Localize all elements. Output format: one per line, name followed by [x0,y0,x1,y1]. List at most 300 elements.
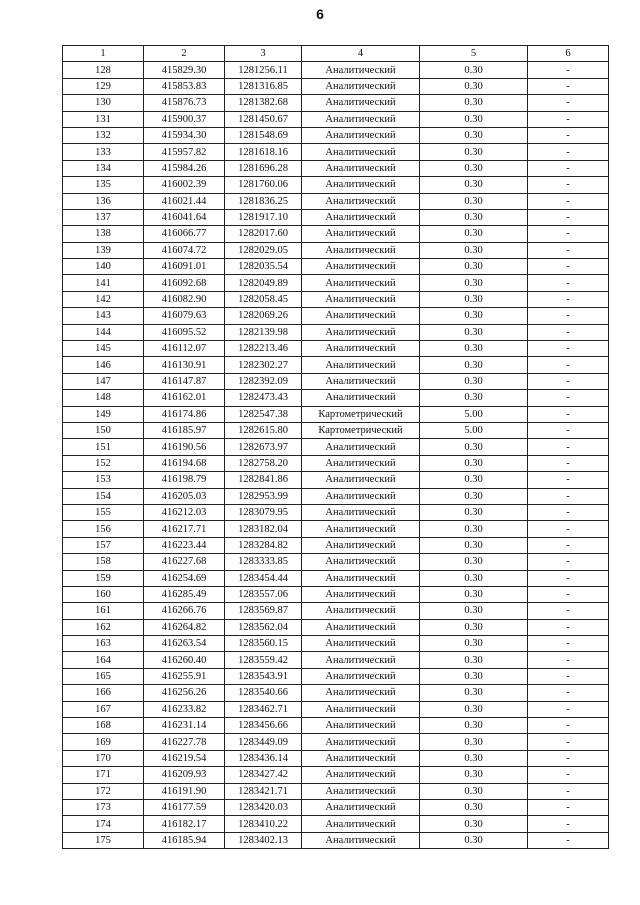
y-coordinate-cell: 1282302.27 [225,357,302,373]
y-coordinate-cell: 1282029.05 [225,242,302,258]
point-number-cell: 130 [63,95,144,111]
point-number-cell: 141 [63,275,144,291]
method-cell: Аналитический [302,177,420,193]
accuracy-cell: 0.30 [420,259,528,275]
accuracy-cell: 0.30 [420,668,528,684]
table-row [63,521,609,537]
table-row [63,390,609,406]
method-cell: Аналитический [302,439,420,455]
point-number-cell: 175 [63,832,144,848]
point-number-cell: 157 [63,537,144,553]
method-cell: Аналитический [302,750,420,766]
note-cell: - [528,373,609,389]
accuracy-cell: 0.30 [420,160,528,176]
table-row [63,242,609,258]
accuracy-cell: 0.30 [420,111,528,127]
y-coordinate-cell: 1281618.16 [225,144,302,160]
method-cell: Аналитический [302,734,420,750]
table-row [63,636,609,652]
note-cell: - [528,619,609,635]
point-number-cell: 167 [63,701,144,717]
accuracy-cell: 0.30 [420,226,528,242]
x-coordinate-cell: 416074.72 [144,242,225,258]
table-row [63,95,609,111]
table-row [63,504,609,520]
x-coordinate-cell: 416198.79 [144,472,225,488]
column-header: 3 [225,46,302,62]
accuracy-cell: 0.30 [420,767,528,783]
method-cell: Аналитический [302,242,420,258]
note-cell: - [528,504,609,520]
x-coordinate-cell: 416182.17 [144,816,225,832]
y-coordinate-cell: 1283402.13 [225,832,302,848]
method-cell: Аналитический [302,193,420,209]
y-coordinate-cell: 1283454.44 [225,570,302,586]
y-coordinate-cell: 1282547.38 [225,406,302,422]
method-cell: Аналитический [302,652,420,668]
accuracy-cell: 0.30 [420,291,528,307]
method-cell: Аналитический [302,718,420,734]
x-coordinate-cell: 416079.63 [144,308,225,324]
point-number-cell: 149 [63,406,144,422]
x-coordinate-cell: 415829.30 [144,62,225,78]
x-coordinate-cell: 415957.82 [144,144,225,160]
point-number-cell: 136 [63,193,144,209]
column-header: 6 [528,46,609,62]
accuracy-cell: 0.30 [420,95,528,111]
x-coordinate-cell: 416263.54 [144,636,225,652]
point-number-cell: 134 [63,160,144,176]
x-coordinate-cell: 416223.44 [144,537,225,553]
note-cell: - [528,341,609,357]
point-number-cell: 158 [63,554,144,570]
x-coordinate-cell: 416264.82 [144,619,225,635]
table-row [63,275,609,291]
table-row [63,586,609,602]
point-number-cell: 138 [63,226,144,242]
x-coordinate-cell: 416217.71 [144,521,225,537]
point-number-cell: 144 [63,324,144,340]
table-row [63,324,609,340]
table-row [63,291,609,307]
note-cell: - [528,799,609,815]
method-cell: Аналитический [302,504,420,520]
accuracy-cell: 0.30 [420,127,528,143]
method-cell: Аналитический [302,668,420,684]
note-cell: - [528,111,609,127]
method-cell: Аналитический [302,636,420,652]
method-cell: Аналитический [302,308,420,324]
accuracy-cell: 0.30 [420,799,528,815]
x-coordinate-cell: 416147.87 [144,373,225,389]
table-row [63,357,609,373]
x-coordinate-cell: 416219.54 [144,750,225,766]
x-coordinate-cell: 416082.90 [144,291,225,307]
point-number-cell: 172 [63,783,144,799]
note-cell: - [528,275,609,291]
table-row [63,767,609,783]
table-row [63,259,609,275]
point-number-cell: 164 [63,652,144,668]
note-cell: - [528,521,609,537]
table-row [63,816,609,832]
y-coordinate-cell: 1282953.99 [225,488,302,504]
note-cell: - [528,390,609,406]
x-coordinate-cell: 415984.26 [144,160,225,176]
note-cell: - [528,177,609,193]
table-row [63,537,609,553]
point-number-cell: 137 [63,209,144,225]
x-coordinate-cell: 416255.91 [144,668,225,684]
x-coordinate-cell: 416233.82 [144,701,225,717]
note-cell: - [528,324,609,340]
y-coordinate-cell: 1281450.67 [225,111,302,127]
accuracy-cell: 0.30 [420,439,528,455]
x-coordinate-cell: 415934.30 [144,127,225,143]
note-cell: - [528,701,609,717]
x-coordinate-cell: 416209.93 [144,767,225,783]
coordinates-table [62,45,609,849]
method-cell: Аналитический [302,521,420,537]
accuracy-cell: 0.30 [420,783,528,799]
table-body [63,62,609,849]
table-row [63,750,609,766]
column-header: 5 [420,46,528,62]
accuracy-cell: 0.30 [420,209,528,225]
note-cell: - [528,603,609,619]
table-row [63,127,609,143]
note-cell: - [528,537,609,553]
accuracy-cell: 0.30 [420,586,528,602]
method-cell: Аналитический [302,570,420,586]
method-cell: Аналитический [302,160,420,176]
table-row [63,226,609,242]
table-row [63,685,609,701]
note-cell: - [528,242,609,258]
y-coordinate-cell: 1282017.60 [225,226,302,242]
x-coordinate-cell: 415876.73 [144,95,225,111]
table-row [63,308,609,324]
y-coordinate-cell: 1281917.10 [225,209,302,225]
y-coordinate-cell: 1282615.80 [225,422,302,438]
accuracy-cell: 0.30 [420,537,528,553]
accuracy-cell: 0.30 [420,521,528,537]
accuracy-cell: 0.30 [420,685,528,701]
note-cell: - [528,226,609,242]
table-row [63,422,609,438]
y-coordinate-cell: 1283449.09 [225,734,302,750]
note-cell: - [528,308,609,324]
table-row [63,62,609,78]
point-number-cell: 171 [63,767,144,783]
point-number-cell: 143 [63,308,144,324]
y-coordinate-cell: 1281696.28 [225,160,302,176]
table-header-row [63,46,609,62]
point-number-cell: 142 [63,291,144,307]
table-row [63,472,609,488]
point-number-cell: 152 [63,455,144,471]
method-cell: Аналитический [302,226,420,242]
point-number-cell: 145 [63,341,144,357]
y-coordinate-cell: 1281760.06 [225,177,302,193]
method-cell: Аналитический [302,537,420,553]
method-cell: Аналитический [302,144,420,160]
method-cell: Аналитический [302,357,420,373]
accuracy-cell: 0.30 [420,242,528,258]
table-row [63,78,609,94]
table-row [63,554,609,570]
point-number-cell: 147 [63,373,144,389]
method-cell: Аналитический [302,62,420,78]
note-cell: - [528,586,609,602]
table-row [63,193,609,209]
method-cell: Аналитический [302,701,420,717]
method-cell: Аналитический [302,488,420,504]
method-cell: Аналитический [302,816,420,832]
note-cell: - [528,832,609,848]
note-cell: - [528,554,609,570]
note-cell: - [528,718,609,734]
table-row [63,177,609,193]
note-cell: - [528,406,609,422]
accuracy-cell: 0.30 [420,390,528,406]
y-coordinate-cell: 1283079.95 [225,504,302,520]
method-cell: Аналитический [302,127,420,143]
point-number-cell: 153 [63,472,144,488]
table-row [63,619,609,635]
method-cell: Аналитический [302,291,420,307]
method-cell: Аналитический [302,832,420,848]
y-coordinate-cell: 1283427.42 [225,767,302,783]
accuracy-cell: 0.30 [420,144,528,160]
method-cell: Аналитический [302,554,420,570]
table-row [63,111,609,127]
point-number-cell: 165 [63,668,144,684]
y-coordinate-cell: 1283421.71 [225,783,302,799]
y-coordinate-cell: 1283540.66 [225,685,302,701]
note-cell: - [528,652,609,668]
table-row [63,341,609,357]
point-number-cell: 173 [63,799,144,815]
x-coordinate-cell: 416162.01 [144,390,225,406]
y-coordinate-cell: 1283557.06 [225,586,302,602]
y-coordinate-cell: 1283182.04 [225,521,302,537]
method-cell: Аналитический [302,455,420,471]
x-coordinate-cell: 416002.39 [144,177,225,193]
table-row [63,603,609,619]
accuracy-cell: 0.30 [420,324,528,340]
accuracy-cell: 0.30 [420,455,528,471]
note-cell: - [528,357,609,373]
method-cell: Аналитический [302,390,420,406]
table-row [63,570,609,586]
note-cell: - [528,455,609,471]
point-number-cell: 135 [63,177,144,193]
y-coordinate-cell: 1283562.04 [225,619,302,635]
point-number-cell: 148 [63,390,144,406]
accuracy-cell: 0.30 [420,701,528,717]
y-coordinate-cell: 1282841.86 [225,472,302,488]
x-coordinate-cell: 416185.94 [144,832,225,848]
accuracy-cell: 0.30 [420,373,528,389]
point-number-cell: 169 [63,734,144,750]
y-coordinate-cell: 1282758.20 [225,455,302,471]
note-cell: - [528,668,609,684]
accuracy-cell: 0.30 [420,636,528,652]
note-cell: - [528,62,609,78]
accuracy-cell: 0.30 [420,308,528,324]
point-number-cell: 132 [63,127,144,143]
point-number-cell: 140 [63,259,144,275]
accuracy-cell: 0.30 [420,177,528,193]
accuracy-cell: 0.30 [420,570,528,586]
note-cell: - [528,259,609,275]
note-cell: - [528,439,609,455]
method-cell: Аналитический [302,275,420,291]
method-cell: Аналитический [302,472,420,488]
y-coordinate-cell: 1282035.54 [225,259,302,275]
table-row [63,455,609,471]
x-coordinate-cell: 416130.91 [144,357,225,373]
y-coordinate-cell: 1283560.15 [225,636,302,652]
accuracy-cell: 0.30 [420,275,528,291]
point-number-cell: 161 [63,603,144,619]
accuracy-cell: 0.30 [420,718,528,734]
column-header: 2 [144,46,225,62]
accuracy-cell: 5.00 [420,422,528,438]
point-number-cell: 146 [63,357,144,373]
point-number-cell: 128 [63,62,144,78]
note-cell: - [528,488,609,504]
x-coordinate-cell: 416266.76 [144,603,225,619]
table-row [63,783,609,799]
note-cell: - [528,734,609,750]
y-coordinate-cell: 1281548.69 [225,127,302,143]
y-coordinate-cell: 1282392.09 [225,373,302,389]
note-cell: - [528,767,609,783]
point-number-cell: 129 [63,78,144,94]
column-header: 4 [302,46,420,62]
note-cell: - [528,750,609,766]
point-number-cell: 170 [63,750,144,766]
y-coordinate-cell: 1281256.11 [225,62,302,78]
note-cell: - [528,472,609,488]
point-number-cell: 139 [63,242,144,258]
y-coordinate-cell: 1283333.85 [225,554,302,570]
method-cell: Аналитический [302,341,420,357]
note-cell: - [528,570,609,586]
method-cell: Аналитический [302,685,420,701]
table-row [63,734,609,750]
y-coordinate-cell: 1282213.46 [225,341,302,357]
accuracy-cell: 0.30 [420,603,528,619]
point-number-cell: 160 [63,586,144,602]
method-cell: Аналитический [302,799,420,815]
method-cell: Аналитический [302,373,420,389]
point-number-cell: 151 [63,439,144,455]
point-number-cell: 131 [63,111,144,127]
note-cell: - [528,291,609,307]
point-number-cell: 162 [63,619,144,635]
point-number-cell: 155 [63,504,144,520]
note-cell: - [528,422,609,438]
table-row [63,799,609,815]
x-coordinate-cell: 416092.68 [144,275,225,291]
method-cell: Аналитический [302,783,420,799]
y-coordinate-cell: 1283543.91 [225,668,302,684]
table-row [63,439,609,455]
method-cell: Аналитический [302,603,420,619]
method-cell: Аналитический [302,259,420,275]
x-coordinate-cell: 416227.78 [144,734,225,750]
note-cell: - [528,193,609,209]
point-number-cell: 133 [63,144,144,160]
table-row [63,668,609,684]
method-cell: Картометрический [302,406,420,422]
table-row [63,144,609,160]
accuracy-cell: 5.00 [420,406,528,422]
x-coordinate-cell: 416212.03 [144,504,225,520]
method-cell: Аналитический [302,95,420,111]
page-number: 6 [316,6,324,22]
table-row [63,652,609,668]
x-coordinate-cell: 416256.26 [144,685,225,701]
y-coordinate-cell: 1283436.14 [225,750,302,766]
note-cell: - [528,783,609,799]
accuracy-cell: 0.30 [420,554,528,570]
x-coordinate-cell: 416041.64 [144,209,225,225]
accuracy-cell: 0.30 [420,750,528,766]
point-number-cell: 159 [63,570,144,586]
accuracy-cell: 0.30 [420,504,528,520]
accuracy-cell: 0.30 [420,357,528,373]
y-coordinate-cell: 1281316.85 [225,78,302,94]
point-number-cell: 163 [63,636,144,652]
y-coordinate-cell: 1281382.68 [225,95,302,111]
table-row [63,160,609,176]
x-coordinate-cell: 416205.03 [144,488,225,504]
note-cell: - [528,209,609,225]
column-header: 1 [63,46,144,62]
accuracy-cell: 0.30 [420,619,528,635]
y-coordinate-cell: 1283410.22 [225,816,302,832]
point-number-cell: 166 [63,685,144,701]
x-coordinate-cell: 416190.56 [144,439,225,455]
x-coordinate-cell: 416177.59 [144,799,225,815]
y-coordinate-cell: 1282139.98 [225,324,302,340]
table-row [63,488,609,504]
y-coordinate-cell: 1282049.89 [225,275,302,291]
y-coordinate-cell: 1283462.71 [225,701,302,717]
note-cell: - [528,685,609,701]
method-cell: Аналитический [302,78,420,94]
point-number-cell: 168 [63,718,144,734]
method-cell: Аналитический [302,619,420,635]
method-cell: Аналитический [302,767,420,783]
y-coordinate-cell: 1283284.82 [225,537,302,553]
point-number-cell: 156 [63,521,144,537]
note-cell: - [528,95,609,111]
accuracy-cell: 0.30 [420,488,528,504]
y-coordinate-cell: 1282473.43 [225,390,302,406]
x-coordinate-cell: 415900.37 [144,111,225,127]
y-coordinate-cell: 1283559.42 [225,652,302,668]
x-coordinate-cell: 416174.86 [144,406,225,422]
accuracy-cell: 0.30 [420,472,528,488]
point-number-cell: 154 [63,488,144,504]
x-coordinate-cell: 416285.49 [144,586,225,602]
x-coordinate-cell: 416066.77 [144,226,225,242]
